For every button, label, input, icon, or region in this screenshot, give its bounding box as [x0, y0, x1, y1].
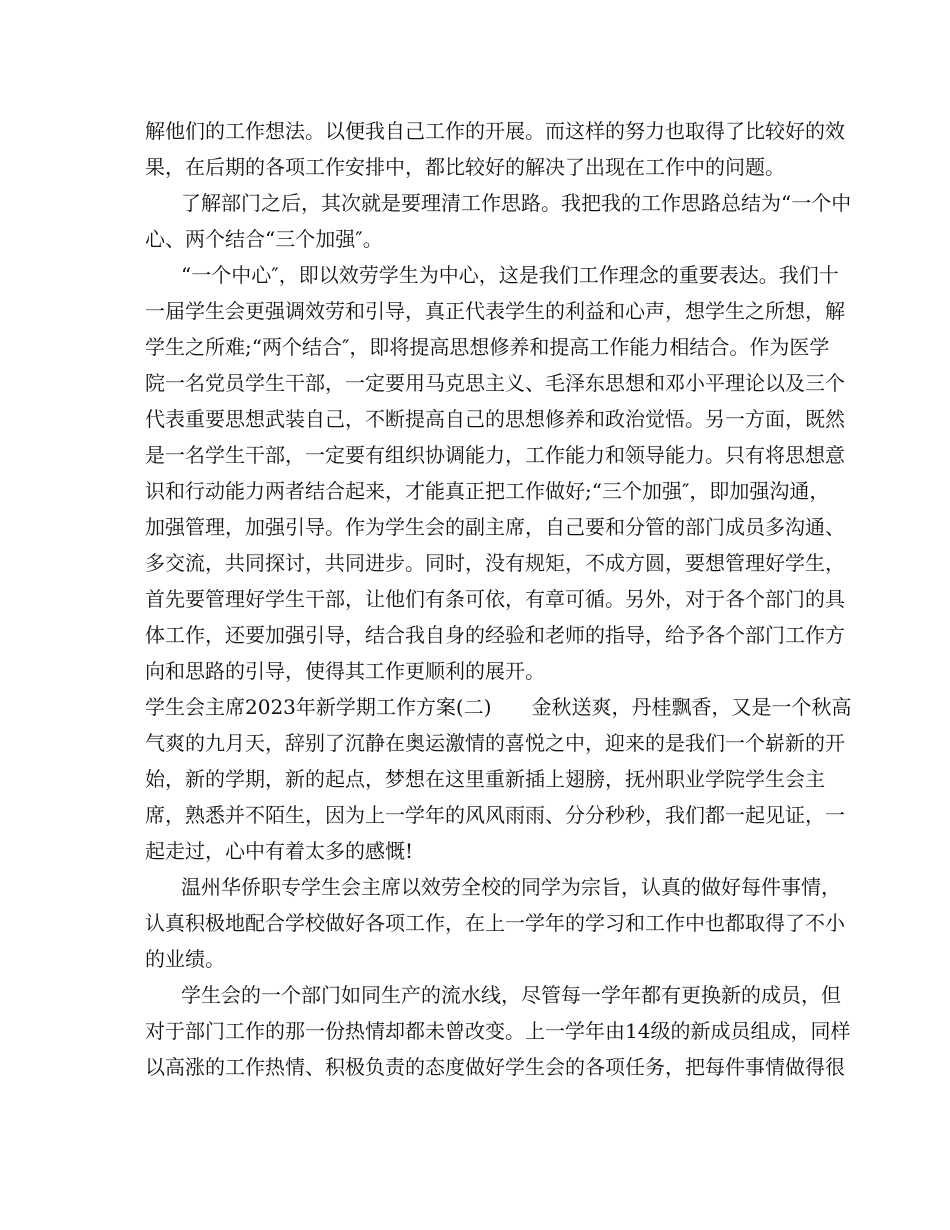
text-line: 果，在后期的各项工作安排中，都比较好的解决了出现在工作中的问题。 — [145, 155, 785, 179]
section-heading-line: 学生会主席2023年新学期工作方案(二) 金秋送爽，丹桂飘香，又是一个秋高 — [145, 695, 852, 719]
text-line: 是一名学生干部，一定要有组织协调能力，工作能力和领导能力。只有将思想意 — [145, 443, 845, 467]
text-line: 认真积极地配合学校做好各项工作，在上一学年的学习和工作中也都取得了不小 — [145, 911, 845, 935]
text-line: 心、两个结合“三个加强″。 — [145, 227, 383, 251]
text-line: 起走过，心中有着太多的感慨! — [145, 839, 414, 863]
text-line: 解他们的工作想法。以便我自己工作的开展。而这样的努力也取得了比较好的效 — [145, 119, 845, 143]
paragraph-first-line: 学生会的一个部门如同生产的流水线，尽管每一学年都有更换新的成员，但 — [181, 983, 841, 1007]
text-line: 的业绩。 — [145, 947, 225, 971]
text-line: 学生之所难;“两个结合″，即将提高思想修养和提高工作能力相结合。作为医学 — [145, 335, 830, 359]
text-line: 始，新的学期，新的起点，梦想在这里重新插上翅膀，抚州职业学院学生会主 — [145, 767, 825, 791]
text-line: 多交流，共同探讨，共同进步。同时，没有规矩，不成方圆，要想管理好学生， — [145, 551, 845, 575]
text-line: 气爽的九月天，辞别了沉静在奥运激情的喜悦之中，迎来的是我们一个崭新的开 — [145, 731, 845, 755]
text-line: 院一名党员学生干部，一定要用马克思主义、毛泽东思想和邓小平理论以及三个 — [145, 371, 845, 395]
text-line: 体工作，还要加强引导，结合我自身的经验和老师的指导，给予各个部门工作方 — [145, 623, 845, 647]
text-line: 代表重要思想武装自己，不断提高自己的思想修养和政治觉悟。另一方面，既然 — [145, 407, 845, 431]
paragraph-first-line: “一个中心″，即以效劳学生为中心，这是我们工作理念的重要表达。我们十 — [181, 263, 839, 287]
text-line: 席，熟悉并不陌生，因为上一学年的风风雨雨、分分秒秒，我们都一起见证，一 — [145, 803, 845, 827]
text-line: 对于部门工作的那一份热情却都未曾改变。上一学年由14级的新成员组成，同样 — [145, 1019, 851, 1043]
text-line: 加强管理，加强引导。作为学生会的副主席，自己要和分管的部门成员多沟通、 — [145, 515, 845, 539]
text-line: 一届学生会更强调效劳和引导，真正代表学生的利益和心声，想学生之所想，解 — [145, 299, 845, 323]
text-line: 识和行动能力两者结合起来，才能真正把工作做好;“三个加强″，即加强沟通， — [145, 479, 830, 503]
text-line: 向和思路的引导，使得其工作更顺利的展开。 — [145, 659, 545, 683]
text-line: 以高涨的工作热情、积极负责的态度做好学生会的各项任务，把每件事情做得很 — [145, 1055, 845, 1079]
paragraph-first-line: 温州华侨职专学生会主席以效劳全校的同学为宗旨，认真的做好每件事情， — [181, 875, 841, 899]
text-line: 首先要管理好学生干部，让他们有条可依，有章可循。另外，对于各个部门的具 — [145, 587, 845, 611]
paragraph-first-line: 了解部门之后，其次就是要理清工作思路。我把我的工作思路总结为“一个中 — [181, 191, 852, 215]
